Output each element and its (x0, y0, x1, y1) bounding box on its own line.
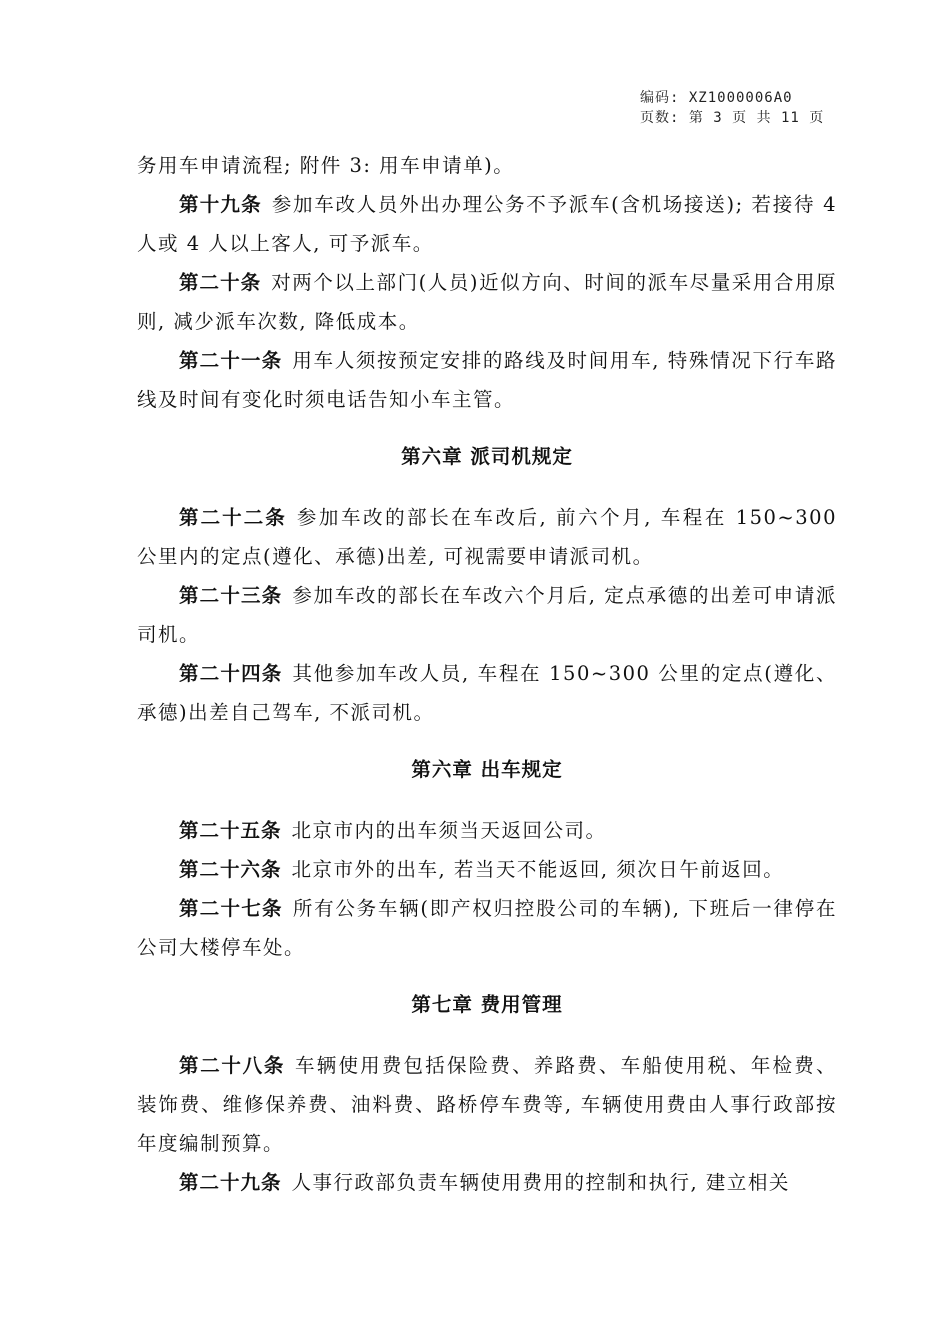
article-label: 第二十二条 (179, 506, 287, 529)
article-label: 第二十一条 (179, 349, 283, 372)
article-26 (137, 850, 837, 889)
article-29 (137, 1163, 837, 1202)
article-text: 所有公务车辆(即产权归控股公司的车辆), 下班后一律停在公司大楼停车处。 (137, 897, 837, 959)
article-text: 其他参加车改人员, 车程在 150~300 公里的定点(遵化、承德)出差自己驾车, 不派司机。 (137, 662, 837, 724)
article-text: 参加车改的部长在车改六个月后, 定点承德的出差可申请派司机。 (137, 584, 837, 646)
article-label: 第二十七条 (179, 897, 283, 920)
article-text: 对两个以上部门(人员)近似方向、时间的派车尽量采用合用原则, 减少派车次数, 降低成本。 (137, 271, 837, 333)
article-22 (137, 498, 837, 576)
document-body (137, 146, 837, 1202)
article-label: 第二十八条 (179, 1054, 286, 1077)
page-header (640, 88, 840, 128)
article-label: 第二十条 (179, 271, 262, 294)
chapter-heading: 第六章 出车规定 (411, 758, 563, 781)
page-count: 页数: 第 3 页 共 11 页 (640, 110, 825, 126)
article-label: 第二十九条 (179, 1171, 282, 1194)
chapter-heading: 第七章 费用管理 (411, 993, 563, 1016)
continuation-text: 务用车申请流程; 附件 3: 用车申请单)。 (137, 154, 515, 177)
article-label: 第二十六条 (179, 858, 282, 881)
article-text: 参加车改人员外出办理公务不予派车(含机场接送); 若接待 4 人或 4 人以上客人, 可予派车。 (137, 193, 837, 255)
article-text: 北京市内的出车须当天返回公司。 (291, 819, 607, 842)
article-label: 第二十三条 (179, 584, 283, 607)
article-text: 参加车改的部长在车改后, 前六个月, 车程在 150~300 公里内的定点(遵化、承德)出差, 可视需要申请派司机。 (137, 506, 837, 568)
article-text: 人事行政部负责车辆使用费用的控制和执行, 建立相关 (291, 1171, 790, 1194)
article-20 (137, 263, 837, 341)
chapter-heading: 第六章 派司机规定 (401, 445, 573, 468)
article-25 (137, 811, 837, 850)
article-text: 用车人须按预定安排的路线及时间用车, 特殊情况下行车路线及时间有变化时须电话告知小车主管。 (137, 349, 837, 411)
article-28 (137, 1046, 837, 1163)
article-text: 车辆使用费包括保险费、养路费、车船使用税、年检费、装饰费、维修保养费、油料费、路桥停车费等, 车辆使用费由人事行政部按年度编制预算。 (137, 1054, 837, 1155)
article-label: 第二十五条 (179, 819, 282, 842)
article-19 (137, 185, 837, 263)
article-label: 第十九条 (179, 193, 262, 216)
document-code: 编码: XZ1000006A0 (640, 90, 793, 106)
article-23 (137, 576, 837, 654)
article-text: 北京市外的出车, 若当天不能返回, 须次日午前返回。 (291, 858, 785, 881)
article-27 (137, 889, 837, 967)
article-label: 第二十四条 (179, 662, 283, 685)
article-24 (137, 654, 837, 732)
article-21 (137, 341, 837, 419)
